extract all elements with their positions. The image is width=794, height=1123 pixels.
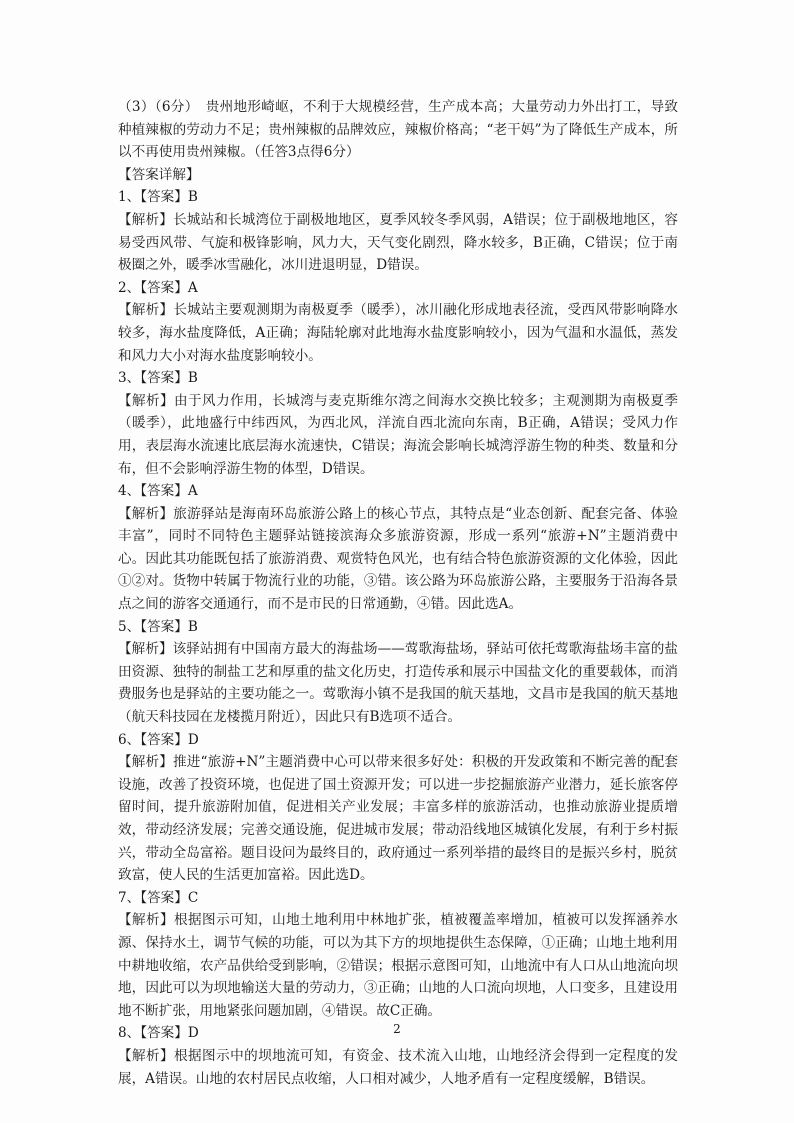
page-content [118, 96, 678, 1090]
analysis-5: 【解析】该驿站拥有中国南方最大的海盐场——莺歌海盐场，驿站可依托莺歌海盐场丰富的盐田资源、独特的制盐工艺和厚重的盐文化历史，打造传承和展示中国盐文化的重要载体，而消费服务也是驿站的主要功能之一。莺歌海小镇不是我国的航天基地，文昌市是我国的航天基地（航天科技园在龙楼揽月附近），因此只有B选项不适合。 [118, 641, 678, 726]
analysis-1: 【解析】长城站和长城湾位于副极地地区，夏季风较冬季风弱，A错误；位于副极地地区，容易受西风带、气旋和极锋影响，风力大，天气变化剧烈，降水较多，B正确，C错误；位于南极圈之外，暖季冰雪融化，冰川进退明显，D错误。 [118, 211, 678, 274]
analysis-2: 【解析】长城站主要观测期为南极夏季（暖季），冰川融化形成地表径流，受西风带影响降水较多，海水盐度降低，A正确；海陆轮廓对此地海水盐度影响较小，因为气温和水温低，蒸发和风力大小对海水盐度影响较小。 [118, 302, 678, 364]
analysis-7: 【解析】根据图示可知，山地土地利用中林地扩张，植被覆盖率增加，植被可以发挥涵养水源、保持水土，调节气候的功能，可以为其下方的坝地提供生态保障，①正确；山地土地利用中耕地收缩，农产品供给受到影响，②错误；根据示意图可知，山地流中有人口从山地流向坝地，因此可以为坝地输送大量的劳动力，③正确；山地的人口流向坝地，人口变多，且建设用地不断扩张，用地紧张问题加剧，④错误。故C正确。 [118, 912, 678, 1019]
section-title: 【答案详解】 [118, 166, 200, 183]
analysis-4: 【解析】旅游驿站是海南环岛旅游公路上的核心节点，其特点是“业态创新、配套完备、体验丰富”，同时不同特色主题驿站链接滨海众多旅游资源，形成一系列“旅游+N”主题消费中心。因此其功能既包括了旅游消费、观赏特色风光，也有结合特色旅游资源的文化体验，因此①②对。货物中转属于物流行业的功能，③错。该公路为环岛旅游公路，主要服务于沿海各景点之间的游客交通通行，而不是市民的日常通勤，④错。因此选A。 [118, 505, 678, 613]
analysis-8: 【解析】根据图示中的坝地流可知，有资金、技术流入山地，山地经济会得到一定程度的发展，A错误。山地的农村居民点收缩，人口相对减少，人地矛盾有一定程度缓解，B错误。 [118, 1047, 678, 1087]
analysis-6: 【解析】推进“旅游+N”主题消费中心可以带来很多好处：积极的开发政策和不断完善的配套设施，改善了投资环境，也促进了国土资源开发；可以进一步挖掘旅游产业潜力，延长旅客停留时间，提升旅游附加值，促进相关产业发展；丰富多样的旅游活动，也推动旅游业提质增效，带动经济发展；完善交通设施，促进城市发展；带动沿线地区城镇化发展，有利于乡村振兴，带动全岛富裕。题目设问为最终目的，政府通过一系列举措的最终目的是振兴乡村，脱贫致富，使人民的生活更加富裕。因此选D。 [118, 754, 678, 884]
page-number: 2 [393, 1022, 401, 1036]
answer-8: 8、【答案】D [118, 1025, 199, 1042]
answer-1: 1、【答案】B [118, 189, 198, 206]
answer-7: 7、【答案】C [118, 889, 199, 906]
answer-5: 5、【答案】B [118, 618, 198, 635]
analysis-3: 【解析】由于风力作用，长城湾与麦克斯维尔湾之间海水交换比较多；主观测期为南极夏季（暖季），此地盛行中纬西风，为西北风，洋流自西北流向东南，B正确，A错误；受风力作用，表层海水流速比底层海水流速快，C错误；海流会影响长城湾浮游生物的种类、数量和分布，但不会影响浮游生物的体型，D错误。 [118, 392, 678, 477]
answer-6: 6、【答案】D [118, 731, 199, 748]
answer-3: 3、【答案】B [118, 370, 198, 387]
intro-answer-paragraph: （3）（6分） 贵州地形崎岖，不利于大规模经营，生产成本高；大量劳动力外出打工，导致种植辣椒的劳动力不足；贵州辣椒的品牌效应，辣椒价格高；“老干妈”为了降低生产成本，所以不再使用贵州辣椒。（任答3点得6分） [118, 99, 678, 161]
answer-2: 2、【答案】A [118, 279, 198, 296]
answer-4: 4、【答案】A [118, 483, 198, 500]
